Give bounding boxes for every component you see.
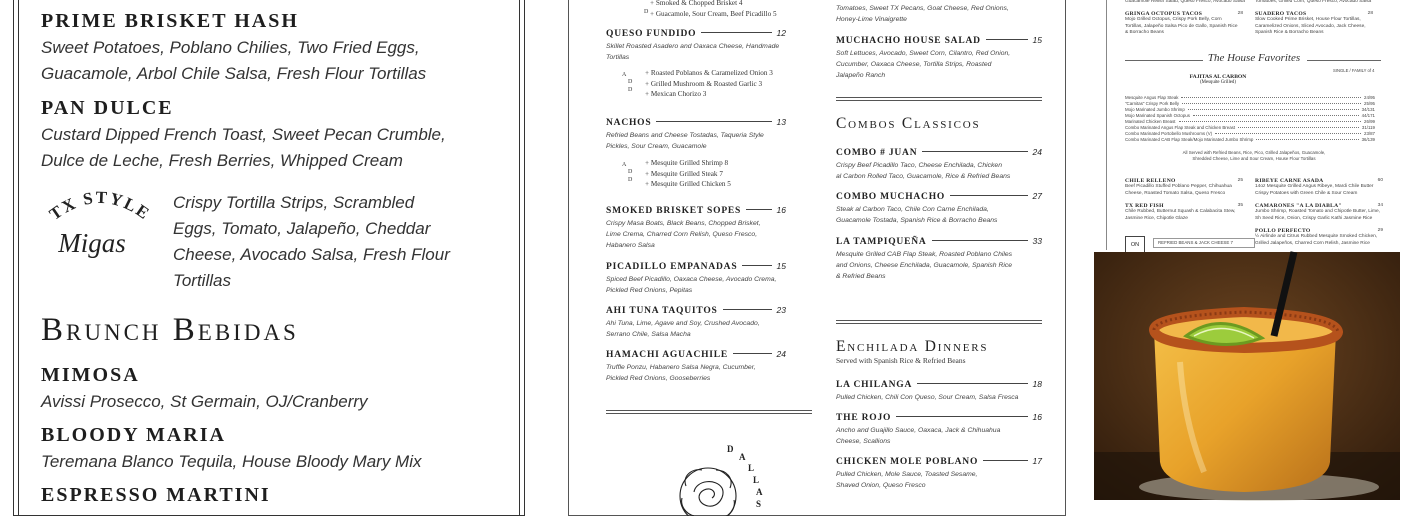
dot-leader	[701, 32, 771, 33]
item-price: 25	[1237, 178, 1243, 183]
item-name: THE ROJO	[836, 413, 892, 423]
menu-item-combo-juan	[836, 147, 1042, 182]
dish-description-line: Eggs, Tomato, Jalapeño, Cheddar	[173, 219, 431, 238]
section-divider	[836, 97, 1042, 101]
menu-item-brisket-hash	[41, 10, 426, 87]
emblem-letter: A	[739, 452, 746, 462]
add-on-line: + Mesquite Grilled Shrimp 8	[645, 159, 729, 167]
emblem-letter: L	[748, 463, 755, 473]
menu-item-suadero-tacos	[1255, 11, 1373, 37]
add-on-marker: A	[622, 162, 627, 168]
menu-item-hamachi-aguachile	[606, 349, 786, 384]
side-item: REFRIED BEANS & JACK CHEESE 7	[1153, 238, 1255, 248]
dot-leader	[932, 240, 1028, 241]
dish-description-line: Crispy Tortilla Strips, Scrambled	[173, 193, 415, 212]
menu-item-combo-muchacho	[836, 191, 1042, 226]
menu-item-queso-fundido	[606, 28, 786, 63]
dish-name: MIMOSA	[41, 364, 140, 386]
menu-item-picadillo-empanadas	[606, 261, 786, 296]
item-description-line: Guacamole Tostada, Spanish Rice & Borracho Beans	[836, 217, 998, 224]
item-name: RIBEYE CARNE ASADA	[1255, 178, 1324, 184]
price-column-label: SINGLE / FAMILY of 4	[1333, 68, 1375, 73]
fajita-price: 44/171	[1361, 113, 1375, 118]
dot-leader	[896, 416, 1027, 417]
dish-description	[41, 122, 446, 174]
dish-description-line: Dulce de Leche, Fresh Berries, Whipped Cream	[41, 151, 403, 170]
item-name: LA TAMPIQUEÑA	[836, 237, 927, 247]
add-on-list	[644, 0, 800, 19]
menu-item-pan-dulce	[41, 97, 446, 174]
item-price: 15	[1032, 35, 1042, 45]
emblem-letter: L	[753, 475, 760, 485]
dot-leader	[986, 39, 1028, 40]
item-price: 28	[1367, 11, 1373, 16]
add-on-line: + Smoked & Chopped Brisket 4	[650, 0, 743, 7]
fajitas-note-line: All Served with Refried Beans, Rice, Pico, Grilled Jalapeños, Guacamole,	[1182, 150, 1326, 155]
item-description-line: Ancho and Guajillo Sauce, Oaxaca, Jack & Chihuahua	[836, 427, 1001, 434]
brunch-menu-panel	[0, 0, 528, 506]
add-on-line: + Guacamole, Sour Cream, Beef Picadillo 5	[650, 9, 777, 18]
item-description-line: Sh Seed Rice, Onion, Crispy Garlic Kathi Jasmine Rice	[1255, 215, 1373, 221]
item-title-line	[606, 305, 786, 316]
fajita-name: Mesquite Angus Flap Steak	[1125, 95, 1179, 100]
add-on-line: + Mesquite Grilled Chicken 5	[645, 180, 731, 188]
item-title-line	[836, 379, 1042, 390]
item-title-line	[606, 205, 786, 216]
item-name: CHILE RELLENO	[1125, 178, 1176, 184]
item-description-line: Lime Crema, Charred Corn Relish, Queso Fresco,	[606, 231, 758, 238]
item-price: 33	[1032, 236, 1042, 246]
item-description-line: Spiced Beef Picadillo, Oaxaca Cheese, Avocado Crema,	[606, 276, 777, 283]
menu-item-camarones-a-la-diabla	[1255, 203, 1383, 222]
dinner-menu-panel	[568, 0, 1084, 509]
fajitas-title: FAJITAS AL CARBON	[1189, 74, 1247, 80]
dot-leader	[733, 353, 771, 354]
item-price: 23	[776, 305, 786, 315]
item-title-line	[836, 412, 1042, 423]
item-name: AHI TUNA TAQUITOS	[606, 306, 718, 316]
item-description-line: 14oz Mesquite Grilled Angus Ribeye, Mardi Chile Butter	[1255, 184, 1374, 190]
dot-leader	[746, 209, 771, 210]
fajita-name: "Carnitas" Crispy Pork Belly	[1125, 101, 1180, 106]
item-description-line: Pickled Red Onions, Gooseberries	[606, 375, 711, 382]
item-description	[836, 392, 1042, 403]
margarita-photo	[1094, 252, 1400, 500]
item-title-line	[836, 456, 1042, 467]
item-description	[836, 204, 1042, 226]
emblem-letter: S	[756, 499, 762, 509]
dish-name: ESPRESSO MARTINI	[41, 484, 271, 506]
item-title-line	[836, 147, 1042, 158]
fajita-row	[1125, 95, 1375, 100]
fajitas-note-line: Shredded Cheese, Lime and Sour Cream, House Flour Tortillas	[1192, 156, 1316, 162]
menu-item-ribeye-carne-asada	[1255, 178, 1383, 197]
menu-item-mimosa	[41, 364, 368, 415]
dot-leader	[917, 383, 1027, 384]
item-description	[836, 3, 1042, 25]
fajita-row	[1125, 131, 1375, 136]
add-on-marker: D	[644, 9, 649, 15]
item-title-line	[836, 236, 1042, 247]
item-name: TX RED FISH	[1125, 203, 1164, 209]
item-description-line: Steak al Carbon Taco, Chile Con Carne Enchilada,	[836, 206, 989, 213]
item-description	[606, 41, 786, 63]
item-title-line	[836, 35, 1042, 46]
section-title-house-favorites: The House Favorites	[1207, 52, 1301, 64]
item-description-line: Shaved Onion, Queso Fresco	[836, 482, 926, 489]
item-description-line: Beef Picadillo Stuffed Poblano Pepper, Chihuahua	[1125, 184, 1232, 190]
add-on-list	[606, 158, 796, 190]
menu-item-ahi-tuna-taquitos	[606, 305, 786, 340]
add-on-marker: A	[622, 72, 627, 78]
menu-item-espresso-martini	[41, 484, 271, 507]
section-subtitle-enchiladas: Served with Spanish Rice & Refried Beans	[836, 356, 966, 365]
fajitas-subtitle: (Mesquite Grilled)	[1200, 80, 1236, 85]
item-price: 34	[1377, 203, 1383, 208]
add-on-list	[606, 68, 796, 100]
fajita-row	[1125, 125, 1375, 130]
fajita-price: 23/87	[1364, 131, 1375, 136]
add-on-line: + Roasted Poblanos & Caramelized Onion 3	[645, 69, 773, 77]
menu-item-pollo-perfecto	[1255, 228, 1383, 247]
item-price: 16	[776, 205, 786, 215]
dish-description-line: Guacamole, Arbol Chile Salsa, Fresh Flour Tortillas	[41, 64, 427, 83]
item-description-line: Crispy Potatoes with Green Chile & Sour Cream	[1255, 190, 1358, 196]
section-title-combos: Combos Classicos	[836, 115, 981, 132]
svg-text:TX STYLE	[46, 188, 154, 224]
item-description-line: ½ Airlinde and Citrus Rubbed Mesquite Smoked Chicken,	[1255, 234, 1378, 240]
item-price: 15	[776, 261, 786, 271]
menu-item-chile-relleno	[1125, 178, 1243, 197]
item-title-line	[836, 191, 1042, 202]
item-price: 29	[1377, 228, 1383, 233]
item-description-line: Cheese, Roasted Tomato Salsa, Queso Fresco	[1125, 190, 1226, 196]
add-on-line: + Grilled Mushroom & Roasted Garlic 3	[645, 79, 763, 88]
menu-item-the-rojo	[836, 412, 1042, 447]
dot-leader	[656, 121, 771, 122]
dish-description-line: Custard Dipped French Toast, Sweet Pecan Crumble,	[41, 125, 446, 144]
dish-name: BLOODY MARIA	[41, 424, 226, 446]
item-description-line: Tomatoes, Sweet TX Pecans, Goat Cheese, Red Onions,	[836, 5, 1009, 12]
item-description-line: Crispy Beef Picadillo Taco, Cheese Enchilada, Chicken	[836, 162, 1002, 169]
menu-item-muchacho-house-salad	[836, 35, 1042, 81]
item-description-line: Tortillas, Jalapeño Salsa Pico de Gallo, Spanish Rice	[1125, 23, 1238, 29]
dish-description: Avissi Prosecco, St Germain, OJ/Cranberry	[41, 392, 368, 411]
item-description-line: Jumbo Shrimp, Roasted Tomato and Chipotle Butter, Lime,	[1255, 209, 1380, 215]
dish-name: PRIME BRISKET HASH	[41, 10, 299, 32]
fajita-row	[1125, 137, 1375, 142]
item-description-line: Pulled Chicken, Mole Sauce, Toasted Sesame,	[836, 471, 978, 478]
item-title-line	[606, 117, 786, 128]
item-price: 12	[776, 28, 786, 38]
item-price: 27	[1032, 191, 1042, 201]
menu-item-bloody-maria	[41, 424, 422, 475]
item-name: MUCHACHO HOUSE SALAD	[836, 36, 981, 46]
item-description-line: Mojo Grilled Octopus, Crispy Pork Belly, Corn	[1125, 17, 1222, 23]
item-description-line: Cheese, Scallions	[836, 438, 891, 445]
item-description	[606, 274, 786, 296]
item-name: CHICKEN MOLE POBLANO	[836, 457, 979, 467]
item-description-line: Soft Lettuces, Avocado, Sweet Corn, Cilantro, Red Onion,	[836, 50, 1011, 57]
item-name: HAMACHI AGUACHILE	[606, 350, 729, 360]
menu-item-tx-red-fish	[1125, 203, 1243, 222]
dish-description	[173, 190, 473, 294]
item-description	[606, 218, 786, 251]
item-name: CAMARONES "A LA DIABLA"	[1255, 203, 1342, 209]
item-name: COMBO MUCHACHO	[836, 192, 946, 202]
item-description-line: & Refried Beans	[836, 273, 886, 280]
fajita-price: 31/119	[1361, 125, 1375, 130]
dish-description-line: Tortillas	[173, 271, 231, 290]
item-name: GRINGA OCTOPUS TACOS	[1125, 11, 1203, 17]
item-title-line	[606, 349, 786, 360]
fajita-price: 26/99	[1364, 119, 1375, 124]
section-title-brunch-bebidas: Brunch Bebidas	[41, 312, 299, 348]
item-description-line: Jalapeño Ranch	[836, 72, 886, 79]
dish-description	[41, 35, 426, 87]
add-on-line: + Mesquite Grilled Steak 7	[645, 169, 723, 178]
fajita-price: 34/131	[1361, 107, 1375, 112]
fajita-name: Mojo Marinated Jumbo Shrimp	[1125, 107, 1185, 112]
add-on-marker: D	[628, 87, 633, 93]
dish-description: Teremana Blanco Tequila, House Bloody Mary Mix	[41, 452, 422, 471]
item-price: 18	[1032, 379, 1042, 389]
dot-leader	[983, 460, 1027, 461]
tx-style-migas-logo	[45, 188, 155, 268]
item-description-line: al Carbon Rolled Taco, Guacamole, Rice & Refried Beans	[836, 173, 1011, 180]
item-description-line: and Onions, Cheese Enchilada, Guacamole, Spanish Rice	[836, 262, 1013, 269]
section-title-enchiladas: Enchilada Dinners	[836, 338, 989, 355]
item-description-line: Serrano Chile, Salsa Macha	[606, 331, 691, 338]
item-title-line	[606, 28, 786, 39]
menu-item-la-tampiquena	[836, 236, 1042, 282]
section-divider	[606, 410, 812, 414]
menu-item-la-chilanga	[836, 379, 1042, 403]
item-name: SUADERO TACOS	[1255, 11, 1307, 17]
fajita-price: 25/95	[1364, 101, 1375, 106]
item-description-line: Crispy Masa Boats, Black Beans, Chopped Brisket,	[606, 220, 761, 227]
item-price: 24	[1032, 147, 1042, 157]
dot-leader	[742, 265, 771, 266]
fajitas-note	[1107, 150, 1401, 163]
menu-item-smoked-brisket-sopes	[606, 205, 786, 251]
dish-description-line: Cheese, Avocado Salsa, Fresh Flour	[173, 245, 450, 264]
fajita-row	[1125, 107, 1375, 112]
fajita-name: Combo Marinated Angus Flap Steak and Chicken Breast	[1125, 125, 1236, 130]
item-description	[836, 48, 1042, 81]
dot-leader	[922, 151, 1027, 152]
fajita-row	[1125, 101, 1375, 106]
fajita-name: Marinated Chicken Breast	[1125, 119, 1176, 124]
item-description-line: Honey-Lime Vinaigrette	[836, 16, 907, 23]
item-name: NACHOS	[606, 118, 652, 128]
item-name: COMBO # JUAN	[836, 148, 918, 158]
add-on-marker: D	[628, 177, 633, 183]
fajita-name: Combo Marinated Portobello Mushrooms (V)	[1125, 131, 1213, 136]
logo-text-migas: Migas	[58, 228, 126, 258]
item-description-line: Ahi Tuna, Lime, Agave and Soy, Crushed Avocado,	[606, 320, 760, 327]
dish-name: PAN DULCE	[41, 97, 174, 119]
add-on-line: + Mexican Chorizo 3	[645, 90, 707, 98]
fajita-name: Mojo Marinated Spanish Octopus	[1125, 113, 1190, 118]
item-description-line: Caramelized Onions, Sliced Avocado, Jack Cheese,	[1255, 23, 1366, 29]
item-price: 24	[776, 349, 786, 359]
add-on-marker: D	[628, 79, 633, 85]
item-price: 28	[1237, 11, 1243, 16]
item-description	[606, 130, 786, 152]
emblem-letter: D	[727, 444, 734, 454]
house-favorites-menu-panel	[1106, 0, 1400, 250]
item-name: QUESO FUNDIDO	[606, 29, 697, 39]
item-description	[836, 249, 1042, 282]
fajita-price: 24/95	[1364, 95, 1375, 100]
item-description-line: Slow Cooked Prime Brisket, House Flour Tortillas,	[1255, 17, 1361, 23]
item-price: 16	[1032, 412, 1042, 422]
section-divider	[836, 320, 1042, 324]
item-description-line: Chile Rubbed, Butternut Squash & Calabacita Stew,	[1125, 209, 1236, 215]
item-name: SMOKED BRISKET SOPES	[606, 206, 742, 216]
fajita-name: Combo Marinated CAB Flap Steak/Mojo Marinated Jumbo Shrimp	[1125, 137, 1254, 142]
item-name: LA CHILANGA	[836, 380, 913, 390]
item-description-line: Grilled Jalapeños, Charred Corn Relish, Jasmine Rice	[1255, 240, 1370, 246]
item-description-line: & Borracho Beans	[1125, 30, 1164, 36]
item-description-line: Mesquite Grilled CAB Flap Steak, Roasted Poblano Chiles	[836, 251, 1013, 258]
menu-item-gringa-octopus-tacos	[1125, 11, 1243, 37]
item-description-line: Jasmine Rice, Chipotle Glaze	[1125, 215, 1188, 221]
item-description-line: Spanish Rice & Borracho Beans	[1255, 30, 1324, 36]
menu-item-nachos	[606, 117, 786, 152]
dot-leader	[723, 309, 772, 310]
item-description: Guacamole Relish Salad, Queso Fresco, Avocado Salsa	[1125, 0, 1245, 4]
item-description-line: Pickled Red Onions, Pepitas	[606, 287, 693, 294]
item-price: 60	[1377, 178, 1383, 183]
add-on-marker: D	[628, 169, 633, 175]
item-description	[836, 160, 1042, 182]
item-description-line: Habanero Salsa	[606, 242, 655, 249]
item-price: 17	[1032, 456, 1042, 466]
item-description-line: Skillet Roasted Asadero and Oaxaca Cheese, Handmade	[606, 43, 780, 50]
menu-item-chicken-mole-poblano	[836, 456, 1042, 491]
logo-text-tx-style: TX STYLE	[45, 188, 155, 224]
item-description-line: Pulled Chicken, Chili Con Queso, Sour Cream, Salsa Fresca	[836, 394, 1019, 401]
item-title-line	[606, 261, 786, 272]
fajita-row	[1125, 113, 1375, 118]
item-description	[836, 469, 1042, 491]
item-price: 35	[1237, 203, 1243, 208]
dallas-rose-emblem	[634, 436, 794, 509]
item-description: Tomatoes, Grilled Corn, Queso Fresco, Avocado Salsa	[1255, 0, 1372, 4]
item-name: POLLO PERFECTO	[1255, 228, 1311, 234]
item-description-line: Truffle Ponzu, Habanero Salsa Negra, Cucumber,	[606, 364, 756, 371]
fajitas-heading	[1107, 74, 1329, 85]
item-description-line: Tortillas	[606, 54, 630, 61]
dot-leader	[950, 195, 1027, 196]
item-description	[606, 362, 786, 384]
item-price: 13	[776, 117, 786, 127]
item-description-line: Pickles, Sour Cream, Guacamole	[606, 143, 707, 150]
dish-description-line: Sweet Potatoes, Poblano Chilies, Two Fried Eggs,	[41, 38, 420, 57]
on-the-side-box: ON	[1125, 236, 1145, 254]
item-description	[836, 425, 1042, 447]
item-description-line: Cucumber, Oaxaca Cheese, Tortilla Strips, Roasted	[836, 61, 992, 68]
emblem-letter: A	[756, 487, 763, 497]
item-description	[606, 318, 786, 340]
margarita-glass-icon	[1094, 252, 1400, 500]
fajita-price: 36/139	[1361, 137, 1375, 142]
item-description-line: Refried Beans and Cheese Tostadas, Taqueria Style	[606, 132, 764, 139]
item-name: PICADILLO EMPANADAS	[606, 262, 738, 272]
fajita-row	[1125, 119, 1375, 124]
